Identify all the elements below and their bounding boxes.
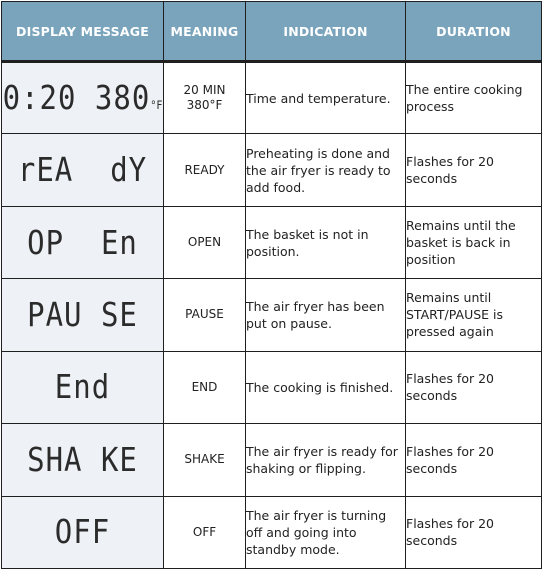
lcd-display: OP En [27,223,138,262]
lcd-text: 0:20 380 [2,79,151,118]
indication-cell: The air fryer has been put on pause. [246,279,406,351]
display-cell [2,351,164,423]
meaning-cell: END [164,351,246,423]
table-row [2,496,542,568]
meaning-cell [164,62,246,134]
display-cell [2,279,164,351]
duration-cell: Remains until START/PAUSE is pressed again [406,279,542,351]
header-meaning: MEANING [164,2,246,62]
header-indication: INDICATION [246,2,406,62]
meaning-cell: READY [164,134,246,206]
lcd-display: PAU SE [27,295,138,335]
header-display-message: DISPLAY MESSAGE [2,2,164,62]
display-cell [2,496,164,568]
table-row [2,62,542,134]
duration-cell: Flashes for 20 seconds [406,496,542,568]
display-cell [2,62,164,134]
lcd-display [3,79,163,117]
table-row [2,279,542,351]
lcd-display: rEA dY [17,151,148,190]
duration-cell: Remains until the basket is back in position [406,206,542,278]
lcd-unit: °F [150,100,163,113]
lcd-display: End [54,368,111,407]
header-duration: DURATION [406,2,542,62]
meaning-cell: PAUSE [164,279,246,351]
indication-cell: Preheating is done and the air fryer is ready to add food. [246,134,406,206]
duration-cell: Flashes for 20 seconds [406,424,542,496]
table-row [2,134,542,206]
lcd-display: SHA KE [27,440,138,479]
duration-cell: Flashes for 20 seconds [406,351,542,423]
table-row [2,351,542,423]
table-row [2,424,542,496]
display-cell [2,424,164,496]
indication-cell: The air fryer is turning off and going into standby mode. [246,496,406,568]
duration-cell: The entire cooking process [406,62,542,134]
meaning-cell: SHAKE [164,424,246,496]
meaning-cell: OPEN [164,206,246,278]
indication-cell: The cooking is finished. [246,351,406,423]
indication-cell: The air fryer is ready for shaking or flipping. [246,424,406,496]
meaning-line-1: 20 MIN [183,83,226,98]
duration-cell: Flashes for 20 seconds [406,134,542,206]
meaning-line-2: 380°F [186,98,223,113]
table-row [2,206,542,278]
lcd-display: OFF [54,513,111,552]
display-cell [2,134,164,206]
indication-cell: The basket is not in position. [246,206,406,278]
display-cell [2,206,164,278]
indication-cell: Time and temperature. [246,62,406,134]
display-message-table [1,1,542,569]
meaning-cell: OFF [164,496,246,568]
